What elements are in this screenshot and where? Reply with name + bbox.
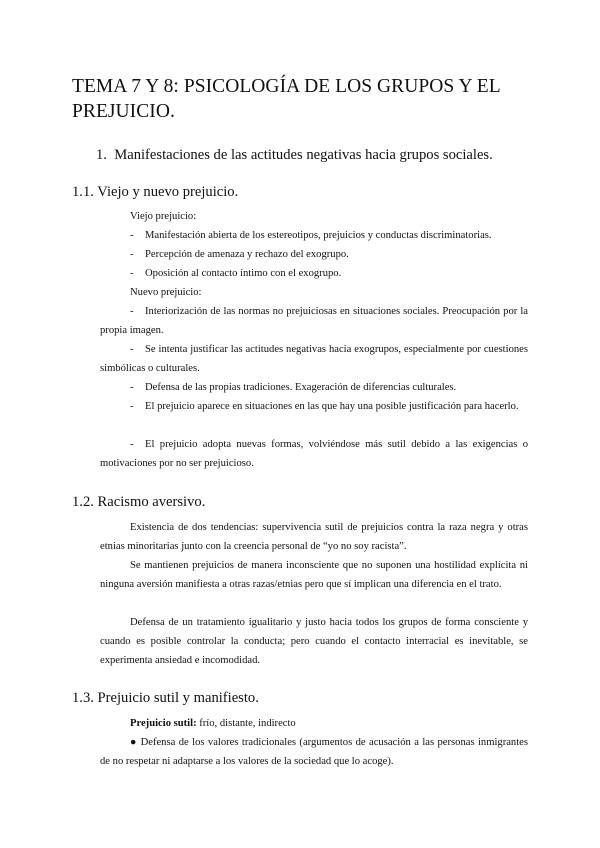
paragraph-text: Defensa de un tratamiento igualitario y justo hacia todos los grupos de forma consciente y cuando es posible controlar la conducta; pero cuando el contacto interracial es inevitable, se experimenta ansiedad e incomodidad. — [100, 617, 528, 666]
dash-marker: - — [130, 382, 134, 393]
new-prejudice-label: Nuevo prejuicio: — [130, 287, 202, 298]
list-item-text: Interiorización de las normas no prejuiciosas en situaciones sociales. Preocupación por la propia imagen. — [100, 306, 528, 336]
dash-marker: - — [130, 230, 134, 241]
list-item-text: Defensa de los valores tradicionales (argumentos de acusación a las personas inmigrantes de no respetar ni adaptarse a los valores de la sociedad que lo acoge). — [100, 737, 528, 767]
list-item — [130, 245, 349, 264]
subtle-prejudice-line — [130, 714, 296, 733]
subtle-prejudice-label: Prejuicio sutil: — [130, 718, 197, 729]
list-item — [100, 340, 528, 378]
subsection-1-1-heading: 1.1. Viejo y nuevo prejuicio. — [72, 184, 239, 200]
list-item — [100, 397, 528, 416]
dash-marker: - — [130, 401, 134, 412]
section-1-number: 1. — [96, 147, 107, 163]
paragraph — [100, 556, 528, 594]
dash-marker: - — [130, 249, 134, 260]
list-item-text: El prejuicio adopta nuevas formas, volviéndose más sutil debido a las exigencias o motivaciones por no ser prejuicioso. — [100, 439, 528, 469]
list-item-text: Percepción de amenaza y rechazo del exogrupo. — [145, 249, 349, 260]
list-item — [100, 435, 528, 473]
list-item — [130, 226, 492, 245]
list-item-text: Se intenta justificar las actitudes negativas hacia exogrupos, especialmente por cuestiones simbólicas o culturales. — [100, 344, 528, 374]
dash-marker: - — [130, 439, 134, 450]
dash-marker: - — [130, 268, 134, 279]
list-item-text: Manifestación abierta de los estereotipos, prejuicios y conductas discriminatorias. — [145, 230, 492, 241]
bullet-icon: ● — [130, 737, 138, 748]
paragraph — [100, 518, 528, 556]
paragraph-text: Existencia de dos tendencias: supervivencia sutil de prejuicios contra la raza negra y otras etnias minoritarias junto con la creencia personal de “yo no soy racista”. — [100, 522, 528, 552]
paragraph — [100, 613, 528, 670]
subsection-1-3-heading: 1.3. Prejuicio sutil y manifiesto. — [72, 690, 259, 706]
section-1-title: Manifestaciones de las actitudes negativas hacia grupos sociales. — [114, 147, 493, 163]
section-1-heading — [96, 147, 493, 164]
list-item-text: El prejuicio aparece en situaciones en las que hay una posible justificación para hacerlo. — [145, 401, 519, 412]
dash-marker: - — [130, 306, 134, 317]
list-item — [130, 264, 341, 283]
old-prejudice-label: Viejo prejuicio: — [130, 211, 197, 222]
dash-marker: - — [130, 344, 134, 355]
list-item — [130, 378, 456, 397]
subsection-1-2-heading: 1.2. Racismo aversivo. — [72, 494, 206, 510]
list-item — [100, 733, 528, 771]
list-item-text: Oposición al contacto íntimo con el exogrupo. — [145, 268, 342, 279]
document-title-line-2: PREJUICIO. — [72, 101, 175, 122]
subtle-prejudice-desc: frío, distante, indirecto — [196, 718, 296, 729]
list-item-text: Defensa de las propias tradiciones. Exageración de diferencias culturales. — [145, 382, 457, 393]
paragraph-text: Se mantienen prejuicios de manera inconsciente que no suponen una hostilidad explícita ni ninguna aversión manifiesta a otras razas/etnias pero que sí implican una diferencia en el trato. — [100, 560, 528, 590]
list-item — [100, 302, 528, 340]
document-title-line-1: TEMA 7 Y 8: PSICOLOGÍA DE LOS GRUPOS Y EL — [72, 76, 501, 97]
